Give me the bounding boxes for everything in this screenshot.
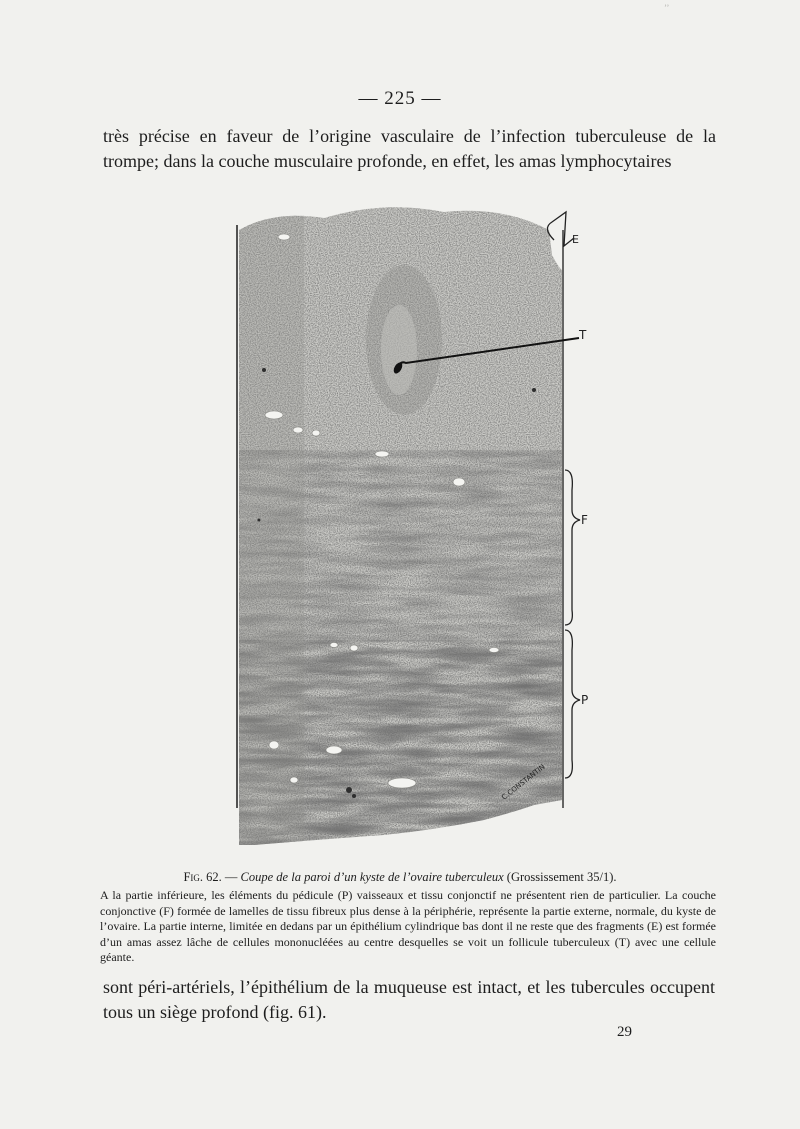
label-f: F [581,513,588,527]
figure-title: Coupe de la paroi d’un kyste de l’ovaire tuberculeux [240,870,504,884]
label-e: E [572,233,579,246]
engraver-signature: C.CONSTANTIN [500,762,547,802]
figure-caption-body [100,888,716,966]
signature-mark: 29 [617,1024,632,1040]
figure-caption-title [0,870,800,885]
bracket-p [565,630,580,778]
tissue-section [234,200,594,845]
figure-number: Fig. 62. [183,870,222,884]
page-number: — 225 — [358,88,442,109]
label-t: T [579,328,587,342]
figure-magnification: (Grossissement 35/1). [503,870,617,884]
margin-mark: ’’ [664,3,670,13]
epithelium-bracket [547,212,574,246]
caption-dash: — [221,870,241,884]
caption-text: A la partie inférieure, les éléments du pédicule (P) vaisseaux et tissu conjonctif ne présentent rien de particulier. La couche conjonctive (F) formée de lamelles de tissu fibreux plus dense à la périphérie, représente la partie externe, normale, du kyste de l’ovaire. La partie interne, limitée en dedans par un épithélium cylindrique bas dont il ne reste que des fragments (E) est formée d’un amas assez lâche de cellules mononucléées au centre desquelles se voit un follicule tuberculeux (T) avec une cellule géante. [100,888,716,965]
paragraph-top: très précise en faveur de l’origine vasculaire de l’infection tuberculeuse de la trompe; dans la couche musculaire profonde, en effet, les amas lymphocytaires [103,126,716,171]
paragraph-bottom: sont péri-artériels, l’épithélium de la muqueuse est intact, et les tubercules occupent tous un siège profond (fig. 61). [103,977,715,1022]
bracket-f [565,470,580,625]
histology-figure [234,200,594,845]
label-p: P [581,693,589,707]
